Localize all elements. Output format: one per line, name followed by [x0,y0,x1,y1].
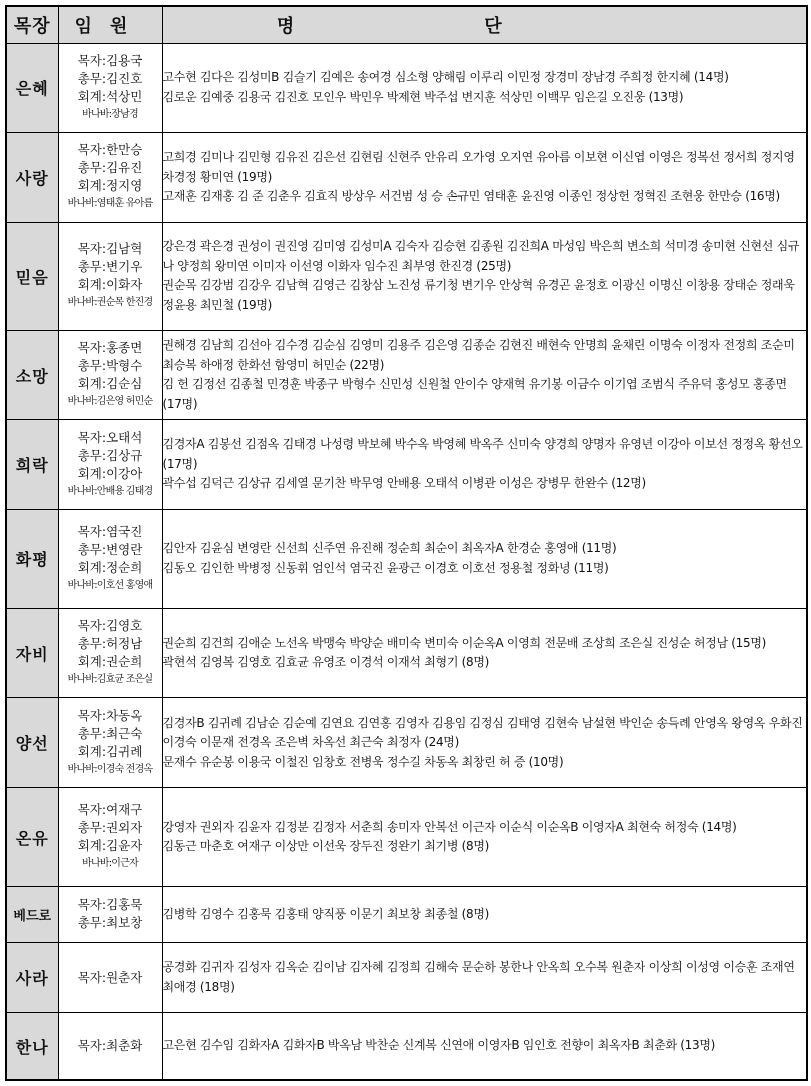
group-officers [58,608,162,698]
group-officers [58,420,162,510]
header-row [6,6,807,43]
group-name: 양선 [6,698,58,788]
officer-entry: 회계:김윤자 [77,838,143,853]
group-name: 사라 [6,942,58,1012]
member-list: 김경자B 김귀례 김남순 김순예 김연요 김연홍 김영자 김용임 김정심 김태영 김현숙 남설현 박인순 송득례 안영옥 왕영옥 우화진 이경숙 이문재 전경옥 조은벽 차옥선 최근숙 최정자 (24명) [162,715,803,750]
officer-entry: 회계:김순심 [77,376,143,392]
group-officers [58,788,162,887]
group-row [6,330,807,420]
officer-entry: 회계:김귀례 [77,743,143,759]
group-members [162,330,807,420]
member-list: 김동근 마춘호 여재구 이상만 이선욱 장두진 정완기 최기병 (8명) [162,839,490,853]
officer-entry: 목자:염국진 [77,523,143,539]
group-members [162,510,807,609]
group-name: 희락 [6,420,58,510]
group-members [162,222,807,330]
group-row [6,942,807,1012]
group-members [162,608,807,698]
member-list: 김로운 김예중 김용국 김진호 모인우 박민우 박제현 박주섭 변지훈 석상민 이백무 임은길 오진웅 (13명) [162,89,684,104]
officer-entry: 회계:권순희 [77,654,143,670]
member-list: 김 헌 김정선 김종철 민경훈 박종구 박형수 신민성 신원철 안이수 양재혁 유기봉 이금수 이기엽 조범식 주유덕 홍성모 홍종면 (17명) [162,377,787,411]
group-name: 믿음 [6,222,58,330]
group-officers [58,886,162,942]
group-row [6,608,807,698]
member-list: 김병학 김영수 김홍묵 김홍태 양직풍 이문기 최보창 최종철 (8명) [162,906,490,921]
member-list: 권순목 김강범 김강우 김남혁 김영근 김창삼 노진성 류기청 변기우 안상혁 유경곤 윤정호 이광신 이명신 이창용 장태순 정래욱 정윤용 최민철 (19명) [162,278,795,312]
member-list: 고재훈 김재홍 김 준 김춘우 김효직 방상우 서건범 성 승 손규민 염태훈 윤진영 이종인 정상헌 정혁진 조현웅 한만승 (16명) [162,189,780,204]
officer-entry: 바나바:이호선 홍영애 [67,579,153,591]
officer-entry: 바나바:권순목 한진경 [67,297,153,309]
member-list: 권해경 김남희 김선아 김수경 김순심 김영미 김용주 김은영 김종순 김현진 배현숙 안명희 윤채린 이명숙 이정자 전정희 조순미 최승복 하애정 한화선 함영미 허민순 (22명) [162,338,795,372]
officer-entry: 총무:변영란 [77,541,143,557]
member-list: 고희경 김미나 김민형 김유진 김은선 김현림 신현주 안유리 오가영 오지연 유아름 이보현 이신엽 이영은 정복선 정서희 정지영 차경정 황미연 (19명) [162,150,795,184]
officer-entry: 총무:김진호 [77,70,143,86]
officer-entry: 목자:김남혁 [77,241,143,257]
group-row [6,43,807,133]
group-members [162,698,807,788]
officer-entry: 총무:허정남 [77,636,143,652]
group-members [162,1013,807,1080]
header-group-name: 목장 [6,6,58,43]
officer-entry: 바나바:이경숙 전경옥 [67,763,153,775]
member-list: 고수현 김다은 김성미B 김슬기 김예은 송여경 심소형 양해림 이루리 이민정 장경미 장남경 주희정 한지혜 (14명) [162,70,729,85]
officer-entry: 목자:한만승 [77,142,143,158]
group-row [6,1013,807,1080]
officer-entry: 목자:김영호 [77,618,143,634]
group-row [6,788,807,887]
group-row [6,698,807,788]
officer-entry: 회계:이화자 [77,277,143,293]
officer-entry: 목자:여재구 [77,802,143,817]
group-row [6,886,807,942]
officer-entry: 총무:최근숙 [77,725,143,741]
member-list: 김안자 김윤심 변영란 신선희 신주연 유진해 정순희 최순이 최옥자A 한경순 홍영애 (11명) [162,541,617,556]
group-name: 화평 [6,510,58,609]
group-name: 사랑 [6,133,58,223]
member-list: 고은현 김수임 김화자A 김화자B 박옥남 박찬순 신계복 신연애 이영자B 임인호 전향이 최옥자B 최춘화 (13명) [162,1038,716,1053]
officer-entry: 회계:석상민 [77,88,143,104]
group-officers [58,43,162,133]
group-row [6,510,807,609]
officer-entry: 바나바:안배용 김태경 [67,485,153,497]
member-list: 문재수 유순봉 이용국 이철진 임창호 전병욱 정수길 차동옥 최창린 허 증 (10명) [162,754,564,769]
group-officers [58,1013,162,1080]
officer-entry: 목자:최춘화 [77,1038,143,1054]
group-members [162,942,807,1012]
officer-entry: 회계:이강아 [77,465,143,481]
officer-entry: 바나바:김은영 허민순 [67,396,153,408]
roster-body [6,43,807,1080]
group-name: 온유 [6,788,58,887]
officer-entry: 회계:정순희 [77,559,143,575]
member-list: 김경자A 김봉선 김점옥 김태경 나성령 박보혜 박수옥 박영혜 박옥주 신미숙 양경희 양명자 유영년 이강아 이보선 정정옥 황선오 (17명) [162,437,803,471]
member-list: 공경화 김귀자 김성자 김옥순 김이남 김자혜 김정희 김해숙 문순하 봉한나 안옥희 오수복 원춘자 이상희 이성영 이승훈 조재연 최애경 (18명) [162,960,795,994]
officer-entry: 총무:박형수 [77,358,143,374]
group-name: 은혜 [6,43,58,133]
officer-entry: 목자:원춘자 [77,969,143,985]
group-officers [58,942,162,1012]
group-officers [58,510,162,609]
officer-entry: 바나바:이근자 [82,858,138,869]
header-officers: 임원 [58,6,162,43]
group-members [162,420,807,510]
officer-entry: 바나바:김효균 조은실 [67,674,153,686]
officer-entry: 총무:권외자 [77,820,143,835]
member-list: 권순희 김건희 김애순 노선옥 박맹숙 박양순 배미숙 변미숙 이순옥A 이영희 전문배 조상희 조은실 진성순 허정남 (15명) [162,635,766,650]
group-row [6,133,807,223]
group-name: 자비 [6,608,58,698]
member-list: 곽현석 김영복 김영호 김효균 유영조 이경석 이재석 최형기 (8명) [162,655,490,670]
officer-entry: 총무:김유진 [77,160,143,176]
member-list: 곽수섭 김덕근 김상규 김세열 문기찬 박무영 안배용 오태석 이병관 이성은 장병무 한완수 (12명) [162,476,646,491]
member-list: 김동오 김인한 박병정 신동휘 엄인석 염국진 윤광근 이경호 이호선 정용철 정화녕 (11명) [162,560,609,575]
group-officers [58,222,162,330]
group-members [162,886,807,942]
officer-entry: 회계:정지영 [77,178,143,194]
officer-entry: 목자:김용국 [77,52,143,68]
roster-table [5,5,808,1081]
officer-entry: 바나바:염태훈 유아름 [67,198,153,210]
officer-entry: 목자:김홍묵 [77,897,143,913]
group-name: 베드로 [6,886,58,942]
header-members: 명단 [162,6,807,43]
group-row [6,420,807,510]
member-list: 강영자 권외자 김윤자 김정분 김정자 서춘희 송미자 안복선 이근자 이순식 이순옥B 이영자A 최현숙 허정숙 (14명) [162,819,737,834]
group-members [162,133,807,223]
officer-entry: 총무:김상규 [77,447,143,463]
group-members [162,788,807,887]
officer-entry: 목자:홍종면 [77,340,143,356]
group-officers [58,698,162,788]
officer-entry: 바나바:장남경 [82,108,138,120]
member-list: 강은경 곽은경 권성이 권진영 김미영 김성미A 김숙자 김승현 김종원 김진희A 마성임 박은희 변소희 석미경 송미현 신현선 심규나 양정희 왕미연 이미자 이선영 이화자 임수진 최부영 한진경 (25명) [162,239,800,273]
group-officers [58,133,162,223]
officer-entry: 목자:차동옥 [77,707,143,723]
officer-entry: 총무:최보창 [77,915,143,931]
group-row [6,222,807,330]
officer-entry: 목자:오태석 [77,429,143,445]
group-officers [58,330,162,420]
group-name: 소망 [6,330,58,420]
group-members [162,43,807,133]
group-name: 한나 [6,1013,58,1080]
officer-entry: 총무:변기우 [77,259,143,275]
